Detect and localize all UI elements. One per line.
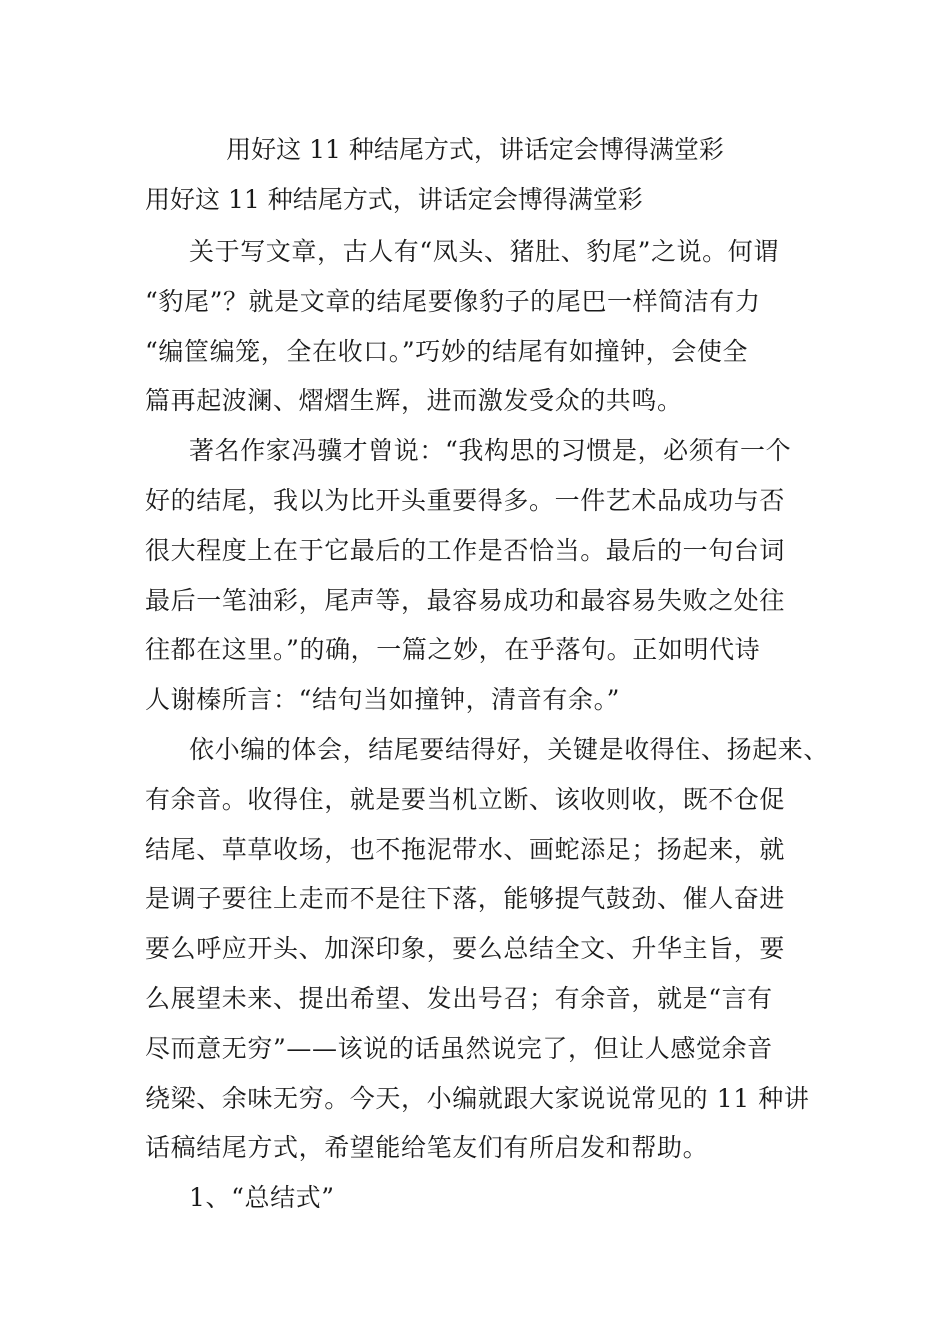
paragraph-line: 尽而意无穷”——该说的话虽然说完了，但让人感觉余音 bbox=[145, 1033, 773, 1063]
paragraph-line: 结尾、草草收场，也不拖泥带水、画蛇添足；扬起来，就 bbox=[145, 834, 786, 864]
paragraph-line: 话稿结尾方式，希望能给笔友们有所启发和帮助。 bbox=[145, 1133, 709, 1163]
paragraph-line: 最后一笔油彩，尾声等，最容易成功和最容易失败之处往 bbox=[145, 585, 786, 615]
document-subtitle: 用好这 11 种结尾方式，讲话定会博得满堂彩 bbox=[145, 185, 643, 214]
document-title: 用好这 11 种结尾方式，讲话定会博得满堂彩 bbox=[226, 135, 724, 164]
paragraph-line: 人谢榛所言：“结句当如撞钟，清音有余。” bbox=[145, 685, 621, 715]
paragraph-line: 是调子要往上走而不是往下落，能够提气鼓劲、催人奋进 bbox=[145, 884, 786, 914]
paragraph-line: “豹尾”？就是文章的结尾要像豹子的尾巴一样简洁有力 bbox=[145, 286, 761, 316]
paragraph-line: 好的结尾，我以为比开头重要得多。一件艺术品成功与否 bbox=[145, 485, 786, 515]
document-body bbox=[145, 227, 835, 1223]
paragraph-line: 著名作家冯骥才曾说：“我构思的习惯是，必须有一个 bbox=[189, 436, 792, 466]
paragraph-line: 篇再起波澜、熠熠生辉，进而激发受众的共鸣。 bbox=[145, 386, 683, 416]
paragraph-line: 么展望未来、提出希望、发出号召；有余音，就是“言有 bbox=[145, 983, 773, 1013]
paragraph-line: 关于写文章，古人有“凤头、猪肚、豹尾”之说。何谓 bbox=[189, 237, 779, 266]
paragraph-line: 往都在这里。”的确，一篇之妙，在乎落句。正如明代诗 bbox=[145, 635, 761, 665]
paragraph-line: 很大程度上在于它最后的工作是否恰当。最后的一句台词 bbox=[145, 535, 786, 565]
paragraph-line: “编筐编笼，全在收口。”巧妙的结尾有如撞钟，会使全 bbox=[145, 336, 749, 366]
section-heading: 1、“总结式” bbox=[189, 1183, 335, 1213]
paragraph-line: 要么呼应开头、加深印象，要么总结全文、升华主旨，要 bbox=[145, 934, 786, 964]
paragraph-line: 有余音。收得住，就是要当机立断、该收则收，既不仓促 bbox=[145, 784, 786, 814]
paragraph-line: 绕梁、余味无穷。今天，小编就跟大家说说常见的 11 种讲 bbox=[145, 1083, 810, 1113]
paragraph-line: 依小编的体会，结尾要结得好，关键是收得住、扬起来、 bbox=[189, 734, 830, 764]
